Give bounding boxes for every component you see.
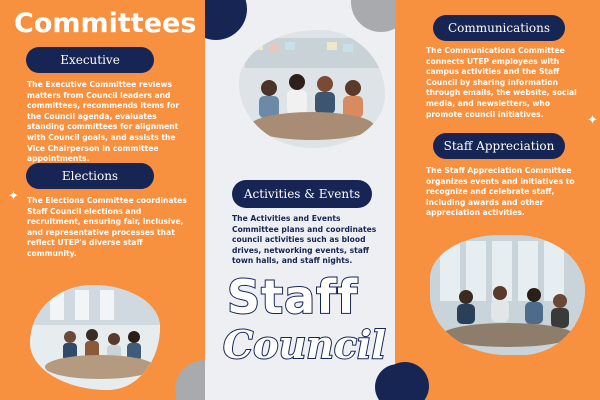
team-meeting-photo-middle xyxy=(239,30,385,148)
staff-appreciation-description: The Staff Appreciation Committee organizes events and initiatives to recognize and celebrate staff, including awards and other appreciation activities. xyxy=(426,166,575,218)
elections-label: Elections xyxy=(26,163,154,189)
activities-events-label: Activities & Events xyxy=(232,180,372,208)
decor-circle-navy-bottom xyxy=(375,364,395,400)
activities-events-description: The Activities and Events Committee plans and coordinates council activities such as blood drives, networking events, staff town halls, and staff nights. xyxy=(232,214,377,266)
executive-label: Executive xyxy=(26,47,154,73)
decor-circle-navy-bottom-right xyxy=(395,362,429,400)
elections-description: The Elections Committee coordinates Staff Council elections and recruitment, ensuring fair, inclusive, and representative processes that reflect UTEP's diverse staff community. xyxy=(27,196,187,258)
left-panel xyxy=(0,0,205,400)
staff-appreciation-label: Staff Appreciation xyxy=(433,133,565,159)
sparkle-icon: ✦ xyxy=(8,189,19,204)
right-panel xyxy=(395,0,600,400)
sparkle-icon: ✦ xyxy=(587,113,598,128)
team-meeting-photo-left xyxy=(30,285,160,390)
middle-panel xyxy=(205,0,395,400)
communications-label: Communications xyxy=(433,15,565,41)
committees-title: Committees xyxy=(14,8,197,39)
decor-circle-gray-top xyxy=(351,0,395,32)
decor-circle-gray-bottom xyxy=(175,360,205,400)
staff-council-logo-staff: Staff xyxy=(227,270,359,324)
staff-council-logo-council: Council xyxy=(223,322,386,367)
decor-circle-navy-top xyxy=(205,0,247,40)
communications-description: The Communications Committee connects UTEP employees with campus activities and the Staff Council by sharing information through emails, the website, social media, and newsletters, who promote council initiatives. xyxy=(426,46,577,119)
team-meeting-photo-right xyxy=(430,235,585,355)
executive-description: The Executive Committee reviews matters from Council leaders and committees, recommends items for the Council agenda, evaluates standing committees for alignment with Council goals, and assists the Vice Chairperson in committee appointments. xyxy=(27,80,180,164)
